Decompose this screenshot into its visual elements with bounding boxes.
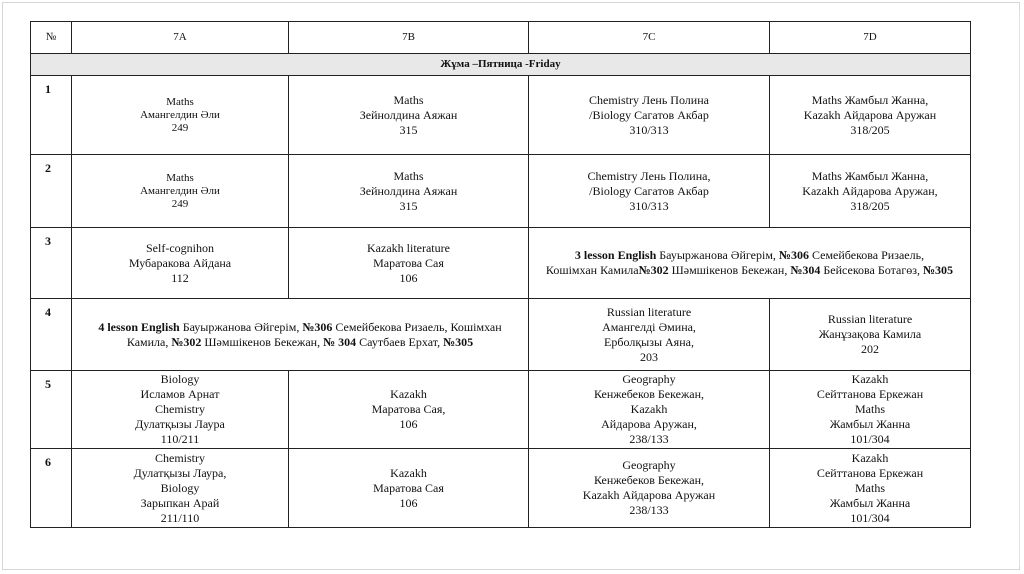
cell-7b: Kazakh Маратова Сая 106 xyxy=(289,449,529,528)
lesson-number: 5 xyxy=(31,371,72,449)
cell-7c: Geography Кенжебеков Бекежан, Kazakh Айдарова Аружан, 238/133 xyxy=(529,371,770,449)
cell-7c: Russian literature Амангелді Әмина, Ерболқызы Аяна, 203 xyxy=(529,299,770,371)
cell-7d: Maths Жамбыл Жанна, Kazakh Айдарова Аружан, 318/205 xyxy=(770,155,971,228)
day-row xyxy=(31,54,971,76)
header-row xyxy=(31,22,971,54)
lesson-row xyxy=(31,228,971,299)
cell-7a: Maths Амангелдин Әли 249 xyxy=(72,155,289,228)
lesson-row xyxy=(31,371,971,449)
cell-7d: Maths Жамбыл Жанна, Kazakh Айдарова Аружан 318/205 xyxy=(770,76,971,155)
cell-7c: Chemistry Лень Полина, /Biology Сагатов Акбар 310/313 xyxy=(529,155,770,228)
lesson-number: 3 xyxy=(31,228,72,299)
cell-7b: Kazakh Маратова Сая, 106 xyxy=(289,371,529,449)
cell-7b: Maths Зейнолдина Аяжан 315 xyxy=(289,76,529,155)
lesson-number: 2 xyxy=(31,155,72,228)
lesson-number: 6 xyxy=(31,449,72,528)
header-class-7b: 7B xyxy=(289,22,529,54)
cell-7a: Chemistry Дулатқызы Лаура, Biology Зарыпкан Арай 211/110 xyxy=(72,449,289,528)
header-class-7c: 7C xyxy=(529,22,770,54)
cell-7d: Kazakh Сейттанова Еркежан Maths Жамбыл Жанна 101/304 xyxy=(770,449,971,528)
lesson-row xyxy=(31,76,971,155)
cell-7d: Russian literature Жанұзақова Камила 202 xyxy=(770,299,971,371)
lesson-row xyxy=(31,155,971,228)
header-number: № xyxy=(31,22,72,54)
day-label: Жұма –Пятница -Friday xyxy=(31,54,971,76)
cell-7a-7b-english: 4 lesson English Бауыржанова Әйгерім, №306 Семейбекова Ризаель, Кошімхан Камила, №302 Шәмшікенов Бекежан, № 304 Саутбаев Ерхат, №305 xyxy=(72,299,529,371)
cell-7c: Geography Кенжебеков Бекежан, Kazakh Айдарова Аружан 238/133 xyxy=(529,449,770,528)
header-class-7a: 7A xyxy=(72,22,289,54)
cell-7b: Kazakh literature Маратова Сая 106 xyxy=(289,228,529,299)
divider-line xyxy=(1019,10,1020,566)
cell-7a: Maths Амангелдин Әли 249 xyxy=(72,76,289,155)
cell-7c: Chemistry Лень Полина /Biology Сагатов Акбар 310/313 xyxy=(529,76,770,155)
lesson-number: 1 xyxy=(31,76,72,155)
cell-7a: Self-cognihon Мубаракова Айдана 112 xyxy=(72,228,289,299)
timetable xyxy=(30,21,971,528)
lesson-number: 4 xyxy=(31,299,72,371)
lesson-row xyxy=(31,299,971,371)
header-class-7d: 7D xyxy=(770,22,971,54)
cell-7b: Maths Зейнолдина Аяжан 315 xyxy=(289,155,529,228)
cell-7d: Kazakh Сейттанова Еркежан Maths Жамбыл Жанна 101/304 xyxy=(770,371,971,449)
cell-7c-7d-english: 3 lesson English Бауыржанова Әйгерім, №306 Семейбекова Ризаель, Кошімхан Камила№302 Шәмшікенов Бекежан, №304 Бейсекова Ботагөз, №305 xyxy=(529,228,971,299)
cell-7a: Biology Исламов Арнат Chemistry Дулатқызы Лаура 110/211 xyxy=(72,371,289,449)
lesson-row xyxy=(31,449,971,528)
